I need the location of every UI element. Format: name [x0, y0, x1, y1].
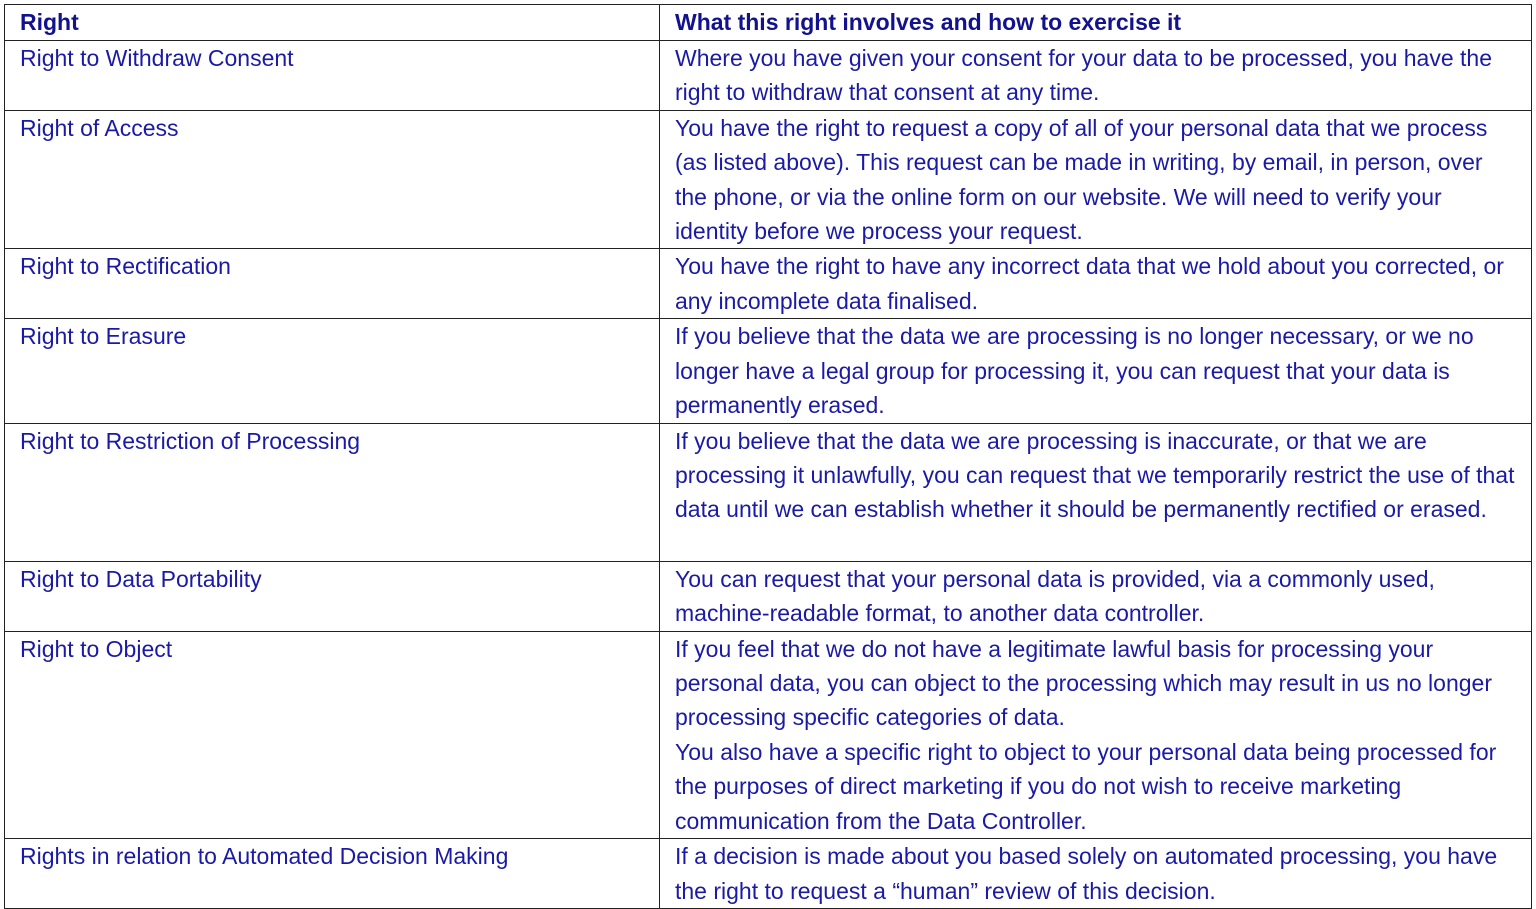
right-description [660, 249, 1532, 319]
right-name: Right to Restriction of Processing [5, 423, 660, 561]
description-paragraph: If a decision is made about you based solely on automated processing, you have the right to request a “human” review of this decision. [675, 843, 1498, 904]
table-row [5, 110, 1532, 249]
description-paragraph: You can request that your personal data is provided, via a commonly used, machine-readable format, to another data controller. [675, 565, 1435, 627]
table-row [5, 561, 1532, 631]
table-row [5, 631, 1532, 838]
table-header-row [5, 5, 1532, 41]
right-name: Right to Data Portability [5, 561, 660, 631]
table-row [5, 319, 1532, 423]
header-right: Right [5, 5, 660, 41]
description-paragraph: If you feel that we do not have a legitimate lawful basis for processing your personal data, you can object to the processing which may result in us no longer processing specific categories of data. [675, 635, 1492, 731]
right-name: Right to Object [5, 631, 660, 838]
right-description [660, 110, 1532, 249]
right-description [660, 319, 1532, 423]
right-name: Rights in relation to Automated Decision Making [5, 839, 660, 909]
description-paragraph: You have the right to request a copy of all of your personal data that we process (as listed above). This request can be made in writing, by email, in person, over the phone, or via the online form on our website. We will need to verify your identity before we process your request. [675, 114, 1488, 245]
description-paragraph: You also have a specific right to object to your personal data being processed for the purposes of direct marketing if you do not wish to receive marketing communication from the Data Controller. [675, 738, 1497, 834]
description-paragraph: If you believe that the data we are processing is inaccurate, or that we are processing it unlawfully, you can request that we temporarily restrict the use of that data until we can establish whether it should be permanently rectified or erased. [675, 427, 1515, 523]
header-description: What this right involves and how to exercise it [660, 5, 1532, 41]
table-row [5, 423, 1532, 561]
right-description [660, 631, 1532, 838]
table-row [5, 839, 1532, 909]
right-name: Right to Withdraw Consent [5, 41, 660, 111]
description-paragraph: Where you have given your consent for your data to be processed, you have the right to withdraw that consent at any time. [675, 45, 1492, 106]
right-description [660, 423, 1532, 561]
table-row [5, 41, 1532, 111]
right-description [660, 561, 1532, 631]
right-name: Right to Rectification [5, 249, 660, 319]
description-paragraph: You have the right to have any incorrect data that we hold about you corrected, or any incomplete data finalised. [675, 253, 1504, 314]
table-row [5, 249, 1532, 319]
right-name: Right of Access [5, 110, 660, 249]
rights-table [4, 4, 1532, 909]
right-description [660, 41, 1532, 111]
right-description [660, 839, 1532, 909]
description-paragraph: If you believe that the data we are processing is no longer necessary, or we no longer have a legal group for processing it, you can request that your data is permanently erased. [675, 323, 1474, 419]
right-name: Right to Erasure [5, 319, 660, 423]
